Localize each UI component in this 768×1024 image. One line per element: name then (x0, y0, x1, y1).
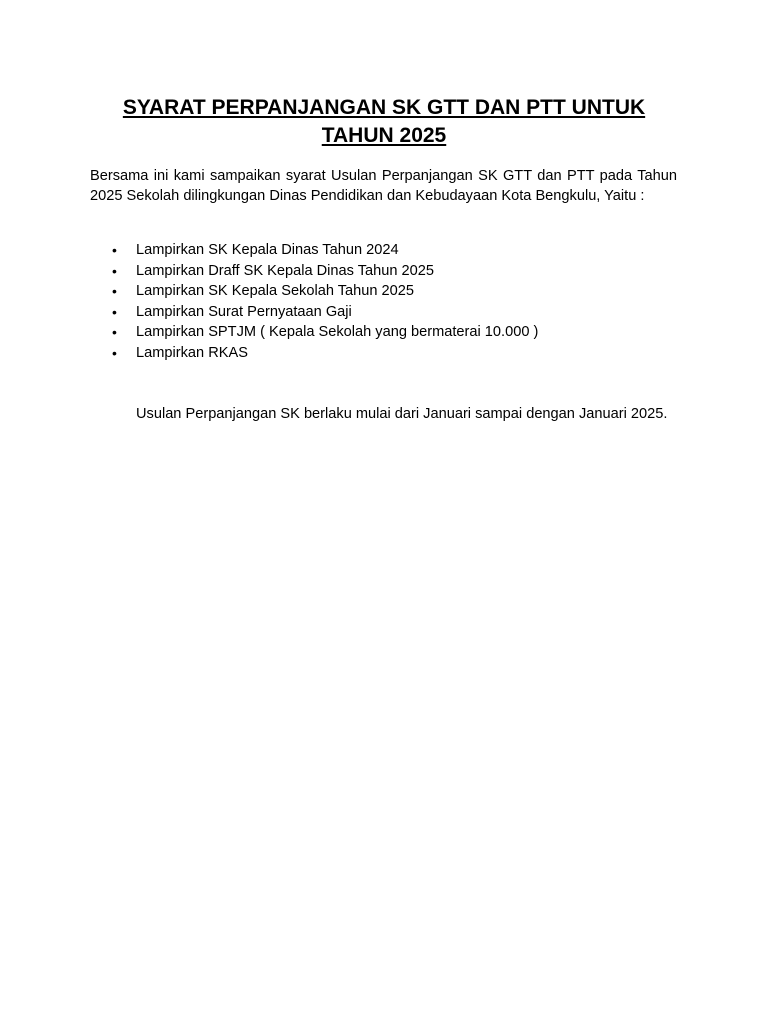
closing-paragraph: Usulan Perpanjangan SK berlaku mulai dari Januari sampai dengan Januari 2025. (136, 406, 668, 422)
bullet-icon: • (112, 283, 117, 300)
requirement-text: Lampirkan SK Kepala Dinas Tahun 2024 (136, 242, 399, 258)
list-item (90, 322, 678, 343)
list-item (90, 240, 678, 261)
list-item (90, 302, 678, 323)
requirements-list (90, 240, 678, 364)
requirement-text: Lampirkan Draff SK Kepala Dinas Tahun 2025 (136, 262, 435, 279)
list-item (90, 281, 678, 302)
requirement-text: Lampirkan Surat Pernyataan Gaji (136, 303, 352, 320)
document-title: SYARAT PERPANJANGAN SK GTT DAN PTT UNTUK TAHUN 2025 (122, 96, 646, 147)
bullet-icon: • (112, 303, 117, 320)
bullet-icon: • (112, 242, 117, 258)
requirement-text: Lampirkan RKAS (136, 344, 248, 361)
list-item (90, 261, 678, 282)
bullet-icon: • (112, 262, 117, 279)
requirement-text: Lampirkan SK Kepala Sekolah Tahun 2025 (136, 283, 415, 300)
bullet-icon: • (112, 344, 117, 361)
intro-paragraph: Bersama ini kami sampaikan syarat Usulan Perpanjangan SK GTT dan PTT pada Tahun 2025 Sekolah dilingkungan Dinas Pendidikan dan Kebudayaan Kota Bengkulu, Yaitu : (90, 168, 677, 205)
bullet-icon: • (112, 324, 117, 341)
list-item (90, 343, 678, 364)
requirement-text: Lampirkan SPTJM ( Kepala Sekolah yang bermaterai 10.000 ) (136, 324, 539, 341)
